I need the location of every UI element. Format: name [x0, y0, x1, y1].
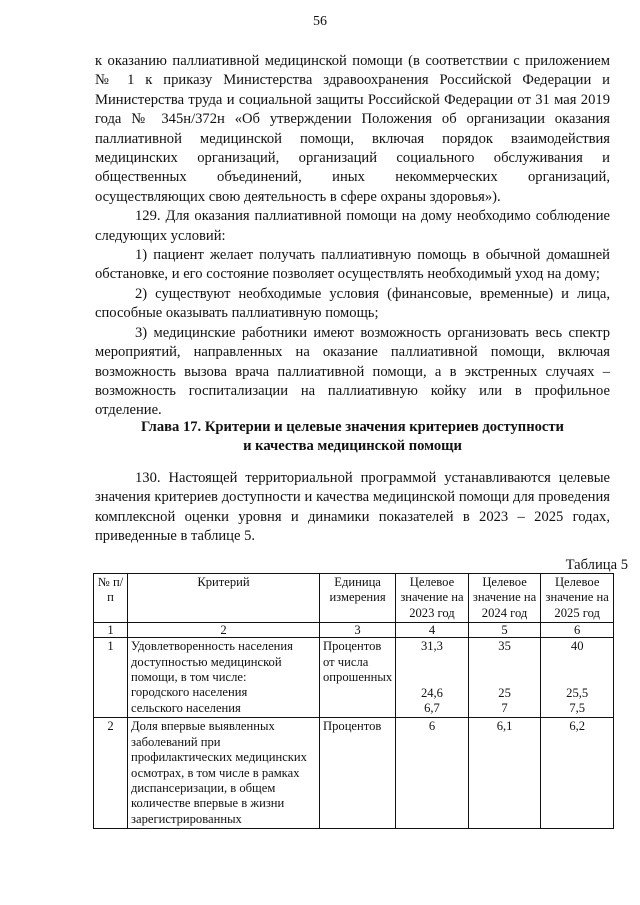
header-criterion: Критерий — [128, 574, 320, 623]
column-number-row — [94, 623, 614, 638]
criterion-urban: городского населения — [131, 685, 248, 700]
row-number: 1 — [94, 638, 128, 718]
value-rural: 6,7 — [424, 701, 440, 716]
chapter-title — [95, 418, 610, 456]
value-2024-cell: 6,1 — [468, 718, 541, 829]
value-total: 35 — [498, 639, 511, 654]
criteria-table — [93, 573, 614, 829]
col-number: 1 — [94, 623, 128, 638]
value-total: 31,3 — [420, 639, 443, 654]
value-urban: 25 — [498, 685, 511, 700]
value-2024-cell — [468, 638, 541, 718]
col-number: 6 — [541, 623, 614, 638]
chapter-title-line-2: и качества медицинской помощи — [243, 438, 462, 454]
paragraph-129: 129. Для оказания паллиативной помощи на дому необходимо соблюдение следующих условий: — [95, 208, 610, 244]
condition-3: 3) медицинские работники имеют возможность организовать весь спектр мероприятий, направленных на оказание паллиативной помощи, включая возможность вызова врача паллиативной помощи, а в экстренных случаях – возможность госпитализации на паллиативную койку или в профильное отделение. — [95, 324, 610, 419]
unit-cell: Процентов — [320, 718, 396, 829]
value-rural: 7 — [501, 701, 508, 716]
criterion-cell: Доля впервые выявленных заболеваний при профилактических медицинских осмотрах, в том числе в рамках диспансеризации, в общем количестве впервые в жизни зарегистрированных — [128, 718, 320, 829]
unit-cell: Процентов от числа опрошенных — [320, 638, 396, 718]
value-urban: 24,6 — [420, 685, 443, 700]
table-header-row — [94, 574, 614, 623]
paragraph-continuation: к оказанию паллиативной медицинской помощи (в соответствии с приложением № 1 к приказу Министерства здравоохранения Российской Федерации и Министерства труда и социальной защиты Российской Федерации от 31 мая 2019 года № 345н/372н «Об утверждении Положения об организации оказания паллиативной медицинской помощи, включая порядок взаимодействия медицинских организаций, организаций социального обслуживания и общественных объединений, иных некоммерческих организаций, осуществляющих свою деятельность в сфере охраны здоровья»). — [95, 53, 610, 205]
col-number: 4 — [396, 623, 469, 638]
page-number: 56 — [313, 14, 327, 29]
paragraph-130: 130. Настоящей территориальной программой устанавливаются целевые значения критериев доступности и качества медицинской помощи для проведения комплексной оценки уровня и динамики показателей в 2023 – 2025 годах, приведенные в таблице 5. — [95, 470, 610, 545]
value-total: 40 — [570, 639, 584, 654]
header-num: № п/п — [94, 574, 128, 623]
body-text — [95, 52, 610, 421]
col-number: 3 — [320, 623, 396, 638]
value-2023-cell: 6 — [396, 718, 469, 829]
table-caption: Таблица 5 — [565, 557, 628, 573]
value-2025-cell — [541, 638, 614, 718]
value-2025-cell: 6,2 — [541, 718, 614, 829]
value-rural: 7,5 — [569, 701, 586, 716]
value-2023-cell — [396, 638, 469, 718]
condition-2: 2) существуют необходимые условия (финансовые, временные) и лица, способные оказывать паллиативную помощь; — [95, 285, 610, 322]
table-row — [94, 638, 614, 718]
condition-1: 1) пациент желает получать паллиативную помощь в обычной домашней обстановке, и его состояние позволяет осуществлять необходимый уход на дому; — [95, 247, 610, 283]
header-unit: Единица измерения — [320, 574, 396, 623]
row-number: 2 — [94, 718, 128, 829]
col-number: 2 — [128, 623, 320, 638]
header-2025: Целевое значение на 2025 год — [541, 574, 614, 623]
table-row — [94, 718, 614, 829]
header-2024: Целевое значение на 2024 год — [468, 574, 541, 623]
criterion-text: Удовлетворенность населения доступностью медицинской помощи, в том числе: — [131, 639, 293, 685]
col-number: 5 — [468, 623, 541, 638]
value-urban: 25,5 — [566, 685, 589, 700]
criterion-cell — [128, 638, 320, 718]
criterion-rural: сельского населения — [131, 700, 241, 715]
header-2023: Целевое значение на 2023 год — [396, 574, 469, 623]
chapter-title-line-1: Глава 17. Критерии и целевые значения критериев доступности — [141, 419, 564, 435]
